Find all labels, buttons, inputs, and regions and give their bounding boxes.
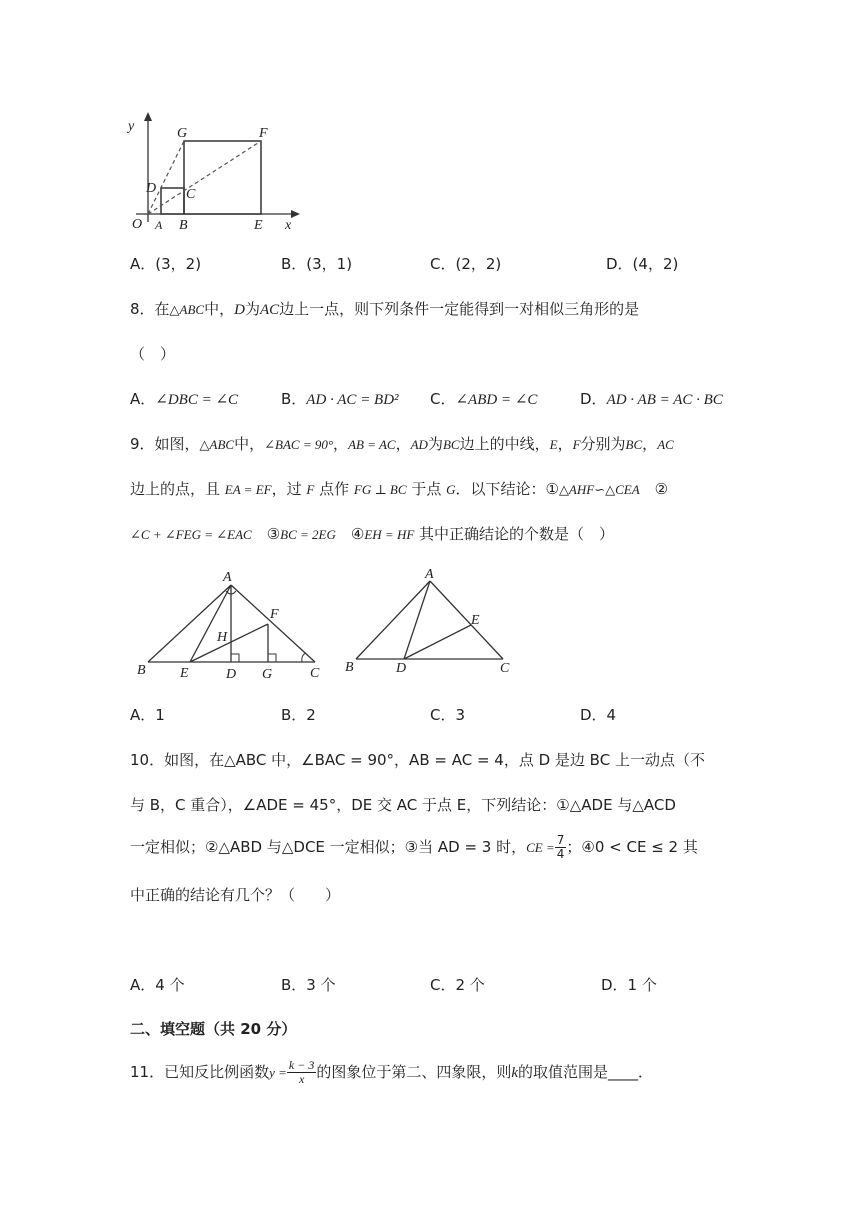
q9-math: E [549,437,558,452]
q9-fig1-label-A: A [223,570,232,585]
q8-option-c-key: C． [430,390,456,408]
q11-stem [130,1052,653,1093]
q9-text: ， [333,435,349,453]
q9-math: G [446,482,456,497]
q9-text: ．以下结论：① [455,480,559,498]
fig7-label-C: C [186,187,196,202]
q9-fig1-label-C: C [310,666,320,681]
q9-math: AD [410,437,428,452]
q9-figure-2 [340,566,520,681]
q9-text: ， [642,435,658,453]
q9-math: ∠BAC = 90° [264,437,334,452]
q10-frac-num: 7 [556,833,565,848]
fig7-label-G: G [177,126,188,141]
q11-k: k [511,1065,519,1081]
q10-stem-line4: 中正确的结论有几个？（ ） [130,886,341,904]
q8-option-b-math: AD · AC = BD² [306,392,399,408]
fig7-label-F: F [259,126,268,141]
q10-ce: CE = [526,840,555,855]
q10-option-d: D．1 个 [601,976,657,994]
q8-segment-ac: AC [259,302,280,318]
q9-text: 9．如图， [130,435,200,453]
fig7-label-O: O [132,217,143,232]
q9-text: 其中正确结论的个数是（ ） [414,525,615,543]
q11-frac-num: k − 3 [288,1058,315,1073]
q9-text: ， [557,435,573,453]
q9-fig2-label-B: B [345,660,354,675]
q9-fig1-label-G: G [262,667,273,681]
q10-option-c: C．2 个 [430,976,485,994]
fig7-label-y: y [128,119,135,134]
q9-figure-1 [130,566,330,681]
q9-math: EH = HF [364,527,415,542]
q9-math: AB = AC [348,437,396,452]
q9-text: 于点 [406,480,447,498]
q9-text: 边上的中线， [459,435,550,453]
q9-fig2-label-C: C [500,661,510,676]
q8-option-d-key: D． [580,390,607,408]
q8-text-a: 8．在 [130,300,170,318]
q11-post: 的取值范围是____． [518,1063,654,1081]
q7-option-a: A．(3，2) [130,255,202,273]
q9-math: BC = 2EG [280,527,336,542]
q9-math: △AHF∽△CEA [558,482,640,497]
q9-text: ， [395,435,411,453]
q9-option-b: B．2 [281,706,316,724]
q9-option-d: D．4 [580,706,617,724]
q9-fig1-label-D: D [226,667,237,681]
q9-text: 点作 [314,480,354,498]
q9-text: ③ [251,525,281,543]
q8-option-b [281,388,399,409]
q8-text-b: 中， [204,300,235,318]
q8-option-d-math: AD · AB = AC · BC [606,392,723,408]
q9-fig1-label-H: H [217,630,228,645]
q8-option-c-math: ∠ABD = ∠C [455,392,538,408]
q10-stem-line1: 10．如图，在△ABC 中，∠BAC = 90°，AB = AC = 4，点 D 是边 BC 上一动点（不 [130,751,705,769]
q9-option-c: C．3 [430,706,466,724]
q9-math: EA = EF [224,482,272,497]
fig7-label-B: B [179,218,188,233]
q10-line3-a: 一定相似；②△ABD 与△DCE 一定相似；③当 AD = 3 时， [130,838,527,856]
q9-math: F [572,437,581,452]
q9-math: ∠C + ∠FEG = ∠EAC [130,527,252,542]
q11-pre: 11．已知反比例函数 [130,1063,270,1081]
q8-point-d: D [234,302,245,318]
q8-text-c: 为 [244,300,260,318]
q9-text: 为 [427,435,443,453]
q9-math: △ABC [199,437,235,452]
q9-math: AC [657,437,674,452]
q9-math: F [306,482,315,497]
q9-text: ② [639,480,669,498]
q9-math: BC [442,437,460,452]
q8-triangle: △ABC [169,302,205,317]
q10-frac-den: 4 [556,847,565,861]
q9-text: ，过 [271,480,307,498]
q7-option-c: C．(2，2) [430,255,502,273]
q10-stem-line2: 与 B，C 重合），∠ADE = 45°，DE 交 AC 于点 E，下列结论：①△ADE 与△ACD [130,796,676,814]
q8-option-a [130,388,238,409]
q9-stem-line3 [130,523,614,544]
q9-fig2-label-D: D [396,661,407,676]
q7-option-d: D．(4，2) [606,255,679,273]
fig7-label-A: A [155,218,163,232]
q10-option-b: B．3 个 [281,976,336,994]
q8-option-c [430,388,537,409]
q9-option-a: A．1 [130,706,165,724]
q8-stem-line1 [130,298,639,319]
q11-y: y = [269,1065,287,1080]
q11-frac-den: x [298,1072,305,1086]
q10-option-a: A．4 个 [130,976,185,994]
q9-math: FG ⊥ BC [353,482,407,497]
q9-text: 中， [234,435,265,453]
q8-option-d [580,388,723,409]
q11-mid: 的图象位于第二、四象限，则 [316,1063,512,1081]
q7-option-b: B．(3，1) [281,255,353,273]
q8-text-d: 边上一点，则下列条件一定能得到一对相似三角形的是 [279,300,640,318]
q8-stem-line2: （ ） [130,345,176,363]
fig7-label-E: E [254,218,263,233]
section-2-title: 二、填空题（共 20 分） [130,1020,297,1038]
q8-option-a-math: ∠DBC = ∠C [155,392,239,408]
q9-fig2-label-A: A [425,567,434,582]
q8-option-b-key: B． [281,390,307,408]
q9-fig1-label-E: E [180,666,189,681]
q8-option-a-key: A． [130,390,156,408]
q9-text: ④ [335,525,365,543]
q9-stem-line1 [130,433,674,454]
fig7-label-x: x [285,218,292,233]
q9-stem-line2 [130,478,668,499]
q10-line3-b: ；④0 < CE ≤ 2 其 [566,838,698,856]
q9-fig1-label-F: F [270,607,279,622]
q9-text: 分别为 [580,435,626,453]
q11-fraction [287,1059,316,1085]
q9-math: BC [625,437,643,452]
q7-figure [122,110,307,235]
fig7-label-D: D [146,181,157,196]
q9-text: 边上的点，且 [130,480,225,498]
q10-fraction [555,834,567,860]
q9-fig1-label-B: B [137,663,146,678]
q9-fig2-label-E: E [471,613,480,628]
q10-stem-line3 [130,830,698,865]
